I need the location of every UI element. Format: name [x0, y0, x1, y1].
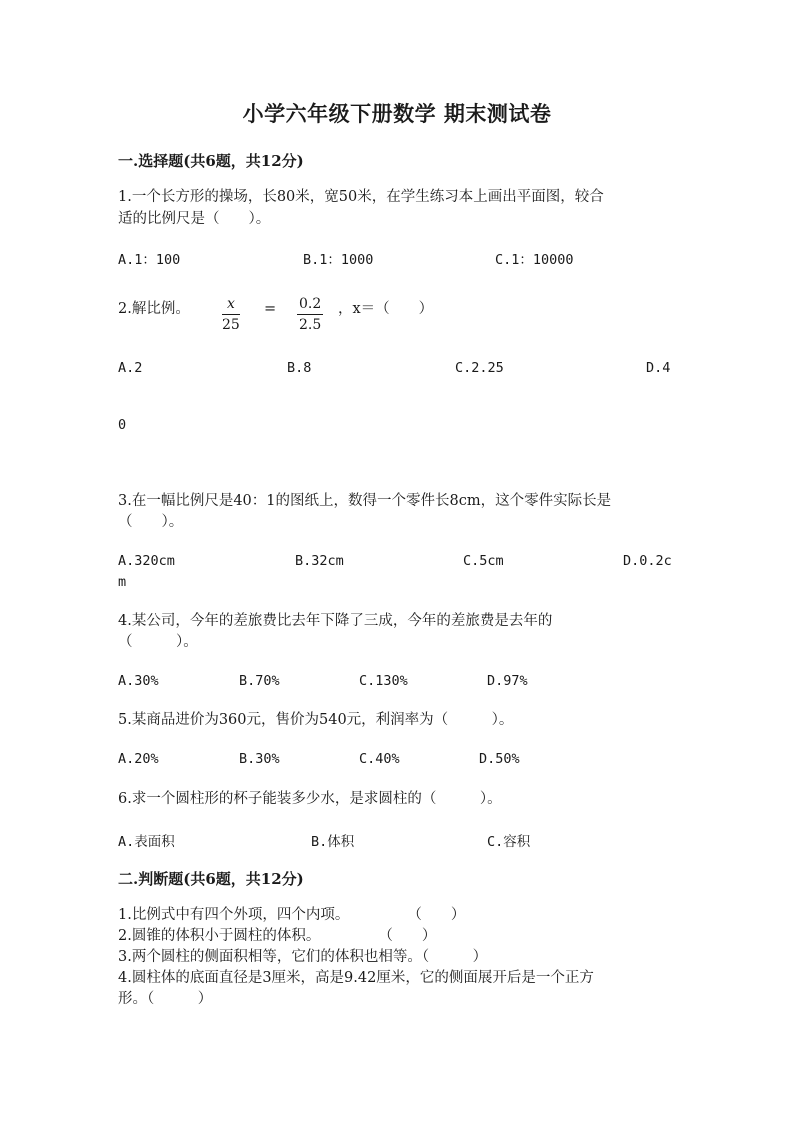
section-heading-judgement: 二.判断题(共6题，共12分) — [118, 870, 304, 888]
equals-sign: = — [264, 301, 277, 317]
question-1-line2: 适的比例尺是（ ）。 — [118, 211, 271, 227]
question-2-option-c: C.2.25 — [455, 360, 504, 376]
judgement-item-4-line2: 形。（ ） — [118, 991, 213, 1007]
fraction-numerator: 0.2 — [297, 296, 323, 315]
question-3-option-b: B.32cm — [295, 553, 344, 569]
question-2-prefix: 2.解比例。 — [118, 301, 190, 317]
question-5-option-a: A.20% — [118, 751, 159, 767]
section-heading-choice: 一.选择题(共6题，共12分) — [118, 152, 304, 170]
question-1-option-b: B.1：1000 — [303, 252, 374, 268]
question-3-option-d: D.0.2c — [623, 553, 672, 569]
judgement-item-2: 2.圆锥的体积小于圆柱的体积。 （ ） — [118, 928, 437, 944]
page-title: 小学六年级下册数学 期末测试卷 — [242, 101, 552, 126]
question-2-option-d-wrap: 0 — [118, 417, 127, 433]
question-2-option-a: A.2 — [118, 360, 143, 376]
question-5-option-d: D.50% — [479, 751, 520, 767]
question-3-line2: （ ）。 — [118, 514, 184, 530]
question-4-line2: （ ）。 — [118, 634, 198, 650]
question-4-option-b: B.70% — [239, 673, 280, 689]
question-6-option-c: C.容积 — [487, 834, 531, 850]
question-6-line1: 6.求一个圆柱形的杯子能装多少水，是求圆柱的（ ）。 — [118, 791, 502, 807]
question-4-option-c: C.130% — [359, 673, 408, 689]
fraction-denominator: 2.5 — [299, 317, 322, 333]
question-5-option-c: C.40% — [359, 751, 400, 767]
fraction-x-over-25 — [222, 296, 240, 333]
question-3-line1: 3.在一幅比例尺是40：1的图纸上，数得一个零件长8cm，这个零件实际长是 — [118, 493, 612, 509]
question-3-option-d-wrap: m — [118, 574, 127, 590]
question-2-option-b: B.8 — [287, 360, 312, 376]
question-2-option-d: D.4 — [646, 360, 671, 376]
judgement-item-4-line1: 4.圆柱体的底面直径是3厘米，高是9.42厘米，它的侧面展开后是一个正方 — [118, 970, 594, 986]
question-6-option-b: B.体积 — [311, 834, 355, 850]
judgement-item-1: 1.比例式中有四个外项，四个内项。 （ ） — [118, 907, 466, 923]
question-1-line1: 1.一个长方形的操场，长80米，宽50米，在学生练习本上画出平面图，较合 — [118, 189, 604, 205]
question-4-option-d: D.97% — [487, 673, 528, 689]
question-1-option-a: A.1：100 — [118, 252, 181, 268]
judgement-item-3: 3.两个圆柱的侧面积相等，它们的体积也相等。（ ） — [118, 949, 488, 965]
question-4-line1: 4.某公司，今年的差旅费比去年下降了三成，今年的差旅费是去年的 — [118, 613, 553, 629]
fraction-denominator: 25 — [222, 317, 240, 333]
fraction-numerator: x — [222, 296, 240, 315]
question-2-suffix: ，x＝（ ） — [338, 301, 434, 317]
question-5-option-b: B.30% — [239, 751, 280, 767]
question-1-option-c: C.1：10000 — [495, 252, 574, 268]
question-6-option-a: A.表面积 — [118, 834, 175, 850]
question-3-option-c: C.5cm — [463, 553, 504, 569]
question-5-line1: 5.某商品进价为360元，售价为540元，利润率为（ ）。 — [118, 712, 514, 728]
question-3-option-a: A.320cm — [118, 553, 175, 569]
question-4-option-a: A.30% — [118, 673, 159, 689]
fraction-0.2-over-2.5 — [297, 296, 323, 333]
